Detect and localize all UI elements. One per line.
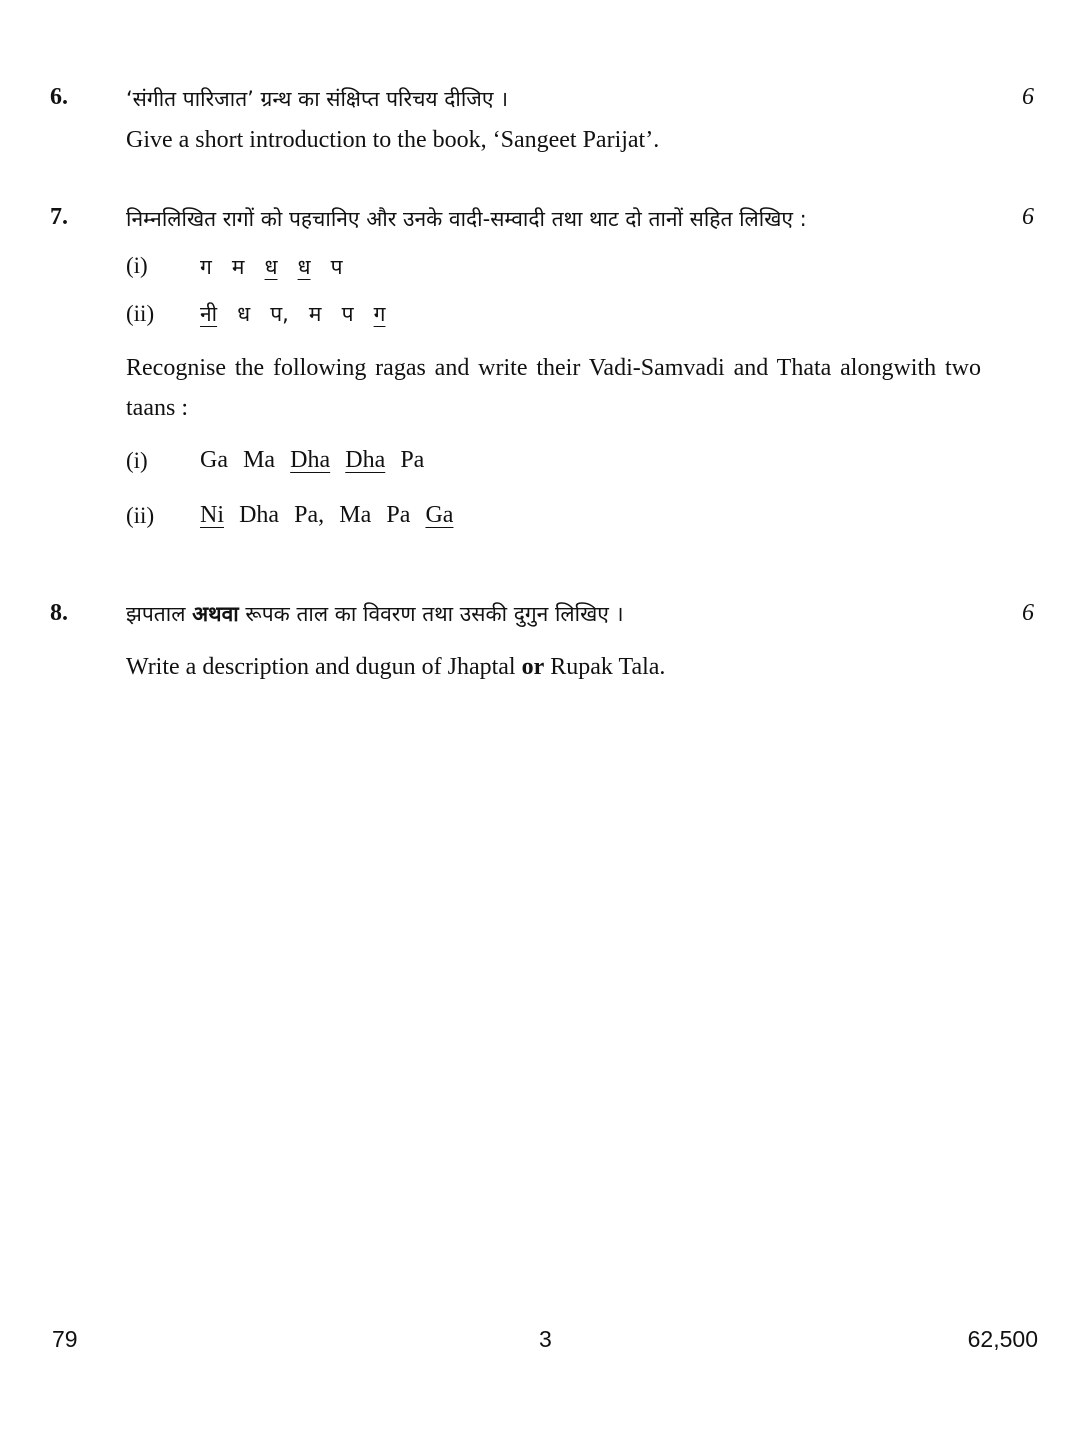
swara-note: ग — [200, 255, 212, 279]
swara-note: म — [308, 302, 322, 326]
swara-note: Ma — [339, 502, 372, 528]
swara-note-komal: Dha — [345, 447, 386, 473]
swara-note: Pa, — [294, 502, 325, 528]
question-7-hindi-item-i-notes — [200, 253, 358, 281]
swara-note-komal: Dha — [290, 447, 331, 473]
footer-count: 62,500 — [967, 1326, 1038, 1352]
swara-note: प, — [270, 302, 289, 326]
question-8-hindi-pre: झपताल — [126, 602, 193, 626]
question-6-number: 6. — [50, 84, 68, 110]
question-7-english-text: Recognise the following ragas and write their Vadi-Samvadi and Thata alongwith two taans : — [126, 355, 981, 421]
swara-note: म — [231, 255, 245, 279]
footer-code: 79 — [52, 1326, 78, 1352]
question-7-hindi-item-ii-notes — [200, 300, 400, 328]
question-8-hindi-or: अथवा — [192, 602, 239, 626]
swara-note-komal: ग — [373, 302, 386, 326]
swara-note-komal: Ga — [425, 502, 454, 528]
question-8-marks: 6 — [1022, 600, 1034, 626]
question-7-english-item-ii-label: (ii) — [126, 503, 155, 528]
question-7-marks: 6 — [1022, 204, 1034, 230]
swara-note-komal: नी — [200, 302, 218, 326]
question-7-hindi-item-ii-label: (ii) — [126, 301, 155, 326]
question-7-english-item-i-label: (i) — [126, 448, 148, 473]
question-8-english-or: or — [521, 654, 545, 680]
swara-note: Dha — [239, 502, 280, 528]
swara-note: प — [341, 302, 354, 326]
swara-note: ध — [237, 302, 251, 326]
question-6-english-text: Give a short introduction to the book, ‘Sangeet Parijat’. — [126, 127, 660, 153]
swara-note: Pa — [386, 502, 411, 528]
question-7-hindi-item-i-label: (i) — [126, 253, 148, 278]
swara-note-komal: Ni — [200, 502, 224, 528]
swara-note: Ga — [200, 447, 228, 473]
question-7-hindi-text: निम्नलिखित रागों को पहचानिए और उनके वादी-सम्वादी तथा थाट दो तानों सहित लिखिए : — [126, 207, 807, 231]
footer-page-number: 3 — [539, 1326, 552, 1352]
question-6-marks: 6 — [1022, 84, 1034, 110]
question-8-number: 8. — [50, 600, 68, 626]
question-6-hindi-text: ‘संगीत पारिजात’ ग्रन्थ का संक्षिप्त परिचय दीजिए । — [126, 87, 509, 111]
question-8-english-text — [126, 654, 665, 681]
swara-note: Ma — [243, 447, 276, 473]
question-8-english-post: Rupak Tala. — [544, 654, 666, 680]
question-7-english-item-ii-notes — [200, 502, 463, 529]
question-8-english-pre: Write a description and dugun of Jhaptal — [126, 654, 522, 680]
question-7-english-item-i-notes — [200, 447, 434, 474]
swara-note: प — [330, 255, 343, 279]
question-8-hindi-post: रूपक ताल का विवरण तथा उसकी दुगुन लिखिए । — [238, 602, 624, 626]
swara-note: Pa — [400, 447, 425, 473]
swara-note-komal: ध — [264, 255, 278, 279]
question-8-hindi-text — [126, 600, 624, 628]
swara-note-komal: ध — [297, 255, 311, 279]
question-7-number: 7. — [50, 204, 68, 230]
